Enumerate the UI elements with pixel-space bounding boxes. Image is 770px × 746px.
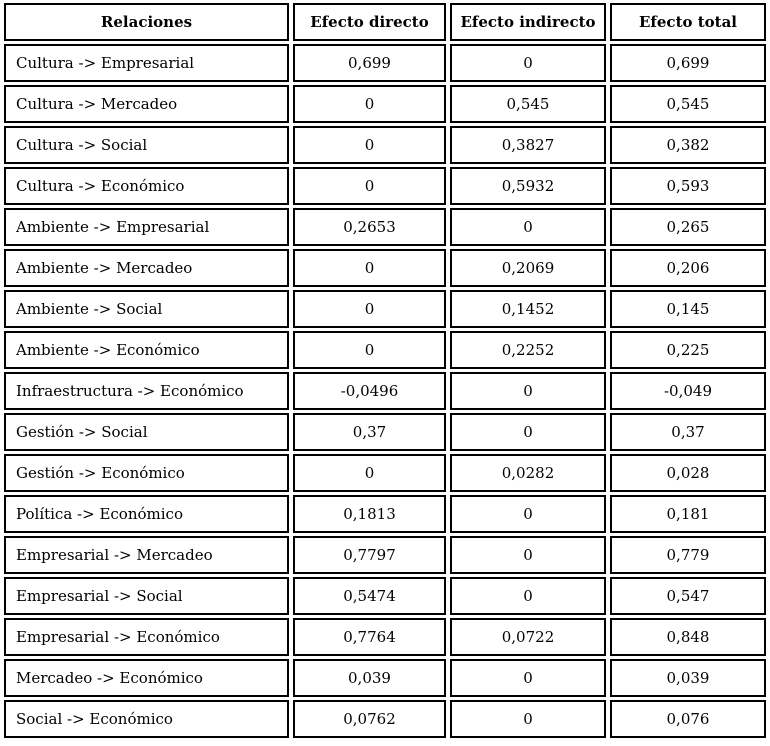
cell-efecto-indirecto: 0 xyxy=(450,44,606,82)
cell-relacion: Cultura -> Económico xyxy=(4,167,289,205)
cell-efecto-total: 0,699 xyxy=(610,44,766,82)
cell-efecto-indirecto: 0 xyxy=(450,659,606,697)
cell-efecto-indirecto: 0 xyxy=(450,413,606,451)
cell-relacion: Ambiente -> Empresarial xyxy=(4,208,289,246)
cell-efecto-directo: 0,0762 xyxy=(293,700,446,738)
table-row xyxy=(4,659,766,697)
cell-efecto-directo: 0,039 xyxy=(293,659,446,697)
cell-efecto-indirecto: 0 xyxy=(450,372,606,410)
cell-efecto-total: 0,779 xyxy=(610,536,766,574)
table-row xyxy=(4,413,766,451)
cell-efecto-indirecto: 0 xyxy=(450,577,606,615)
cell-efecto-directo: 0 xyxy=(293,331,446,369)
cell-efecto-indirecto: 0,3827 xyxy=(450,126,606,164)
table-row xyxy=(4,618,766,656)
cell-relacion: Política -> Económico xyxy=(4,495,289,533)
cell-efecto-directo: 0 xyxy=(293,454,446,492)
table-row xyxy=(4,331,766,369)
table-row xyxy=(4,454,766,492)
table-row xyxy=(4,85,766,123)
cell-efecto-total: 0,039 xyxy=(610,659,766,697)
cell-relacion: Empresarial -> Económico xyxy=(4,618,289,656)
cell-relacion: Cultura -> Empresarial xyxy=(4,44,289,82)
cell-efecto-indirecto: 0 xyxy=(450,495,606,533)
cell-relacion: Cultura -> Mercadeo xyxy=(4,85,289,123)
cell-efecto-directo: 0,37 xyxy=(293,413,446,451)
cell-efecto-total: 0,593 xyxy=(610,167,766,205)
table-row xyxy=(4,536,766,574)
cell-efecto-indirecto: 0,1452 xyxy=(450,290,606,328)
cell-relacion: Mercadeo -> Económico xyxy=(4,659,289,697)
cell-efecto-directo: 0,7764 xyxy=(293,618,446,656)
cell-efecto-total: 0,181 xyxy=(610,495,766,533)
cell-efecto-directo: 0 xyxy=(293,126,446,164)
cell-efecto-directo: 0,2653 xyxy=(293,208,446,246)
cell-efecto-directo: 0,5474 xyxy=(293,577,446,615)
cell-efecto-directo: 0,7797 xyxy=(293,536,446,574)
table-row xyxy=(4,249,766,287)
cell-efecto-total: 0,545 xyxy=(610,85,766,123)
cell-efecto-total: 0,848 xyxy=(610,618,766,656)
cell-relacion: Infraestructura -> Económico xyxy=(4,372,289,410)
cell-efecto-total: 0,145 xyxy=(610,290,766,328)
cell-relacion: Ambiente -> Social xyxy=(4,290,289,328)
cell-relacion: Cultura -> Social xyxy=(4,126,289,164)
cell-efecto-indirecto: 0 xyxy=(450,208,606,246)
column-header-efecto-total: Efecto total xyxy=(610,3,766,41)
table-row xyxy=(4,700,766,738)
table-row xyxy=(4,495,766,533)
cell-efecto-indirecto: 0,2252 xyxy=(450,331,606,369)
cell-efecto-directo: 0 xyxy=(293,249,446,287)
table-row xyxy=(4,372,766,410)
cell-efecto-indirecto: 0 xyxy=(450,700,606,738)
cell-efecto-directo: 0 xyxy=(293,290,446,328)
cell-efecto-total: 0,37 xyxy=(610,413,766,451)
cell-efecto-total: 0,225 xyxy=(610,331,766,369)
cell-efecto-indirecto: 0,0282 xyxy=(450,454,606,492)
cell-efecto-directo: 0 xyxy=(293,167,446,205)
cell-relacion: Empresarial -> Mercadeo xyxy=(4,536,289,574)
column-header-relaciones: Relaciones xyxy=(4,3,289,41)
cell-relacion: Ambiente -> Económico xyxy=(4,331,289,369)
cell-efecto-total: -0,049 xyxy=(610,372,766,410)
cell-relacion: Gestión -> Económico xyxy=(4,454,289,492)
cell-relacion: Ambiente -> Mercadeo xyxy=(4,249,289,287)
cell-efecto-directo: 0 xyxy=(293,85,446,123)
column-header-efecto-directo: Efecto directo xyxy=(293,3,446,41)
cell-relacion: Empresarial -> Social xyxy=(4,577,289,615)
cell-efecto-directo: 0,699 xyxy=(293,44,446,82)
cell-efecto-total: 0,028 xyxy=(610,454,766,492)
cell-efecto-indirecto: 0,2069 xyxy=(450,249,606,287)
cell-efecto-indirecto: 0,0722 xyxy=(450,618,606,656)
cell-efecto-total: 0,076 xyxy=(610,700,766,738)
table-header xyxy=(4,3,766,41)
cell-relacion: Gestión -> Social xyxy=(4,413,289,451)
cell-efecto-total: 0,265 xyxy=(610,208,766,246)
table-row xyxy=(4,208,766,246)
cell-efecto-indirecto: 0,5932 xyxy=(450,167,606,205)
cell-efecto-total: 0,382 xyxy=(610,126,766,164)
table-row xyxy=(4,577,766,615)
cell-efecto-directo: 0,1813 xyxy=(293,495,446,533)
cell-efecto-indirecto: 0,545 xyxy=(450,85,606,123)
cell-efecto-directo: -0,0496 xyxy=(293,372,446,410)
cell-efecto-total: 0,547 xyxy=(610,577,766,615)
table-row xyxy=(4,44,766,82)
table-row xyxy=(4,167,766,205)
cell-efecto-indirecto: 0 xyxy=(450,536,606,574)
table-row xyxy=(4,126,766,164)
column-header-efecto-indirecto: Efecto indirecto xyxy=(450,3,606,41)
cell-efecto-total: 0,206 xyxy=(610,249,766,287)
header-row xyxy=(4,3,766,41)
cell-relacion: Social -> Económico xyxy=(4,700,289,738)
table-body xyxy=(4,44,766,738)
table-row xyxy=(4,290,766,328)
